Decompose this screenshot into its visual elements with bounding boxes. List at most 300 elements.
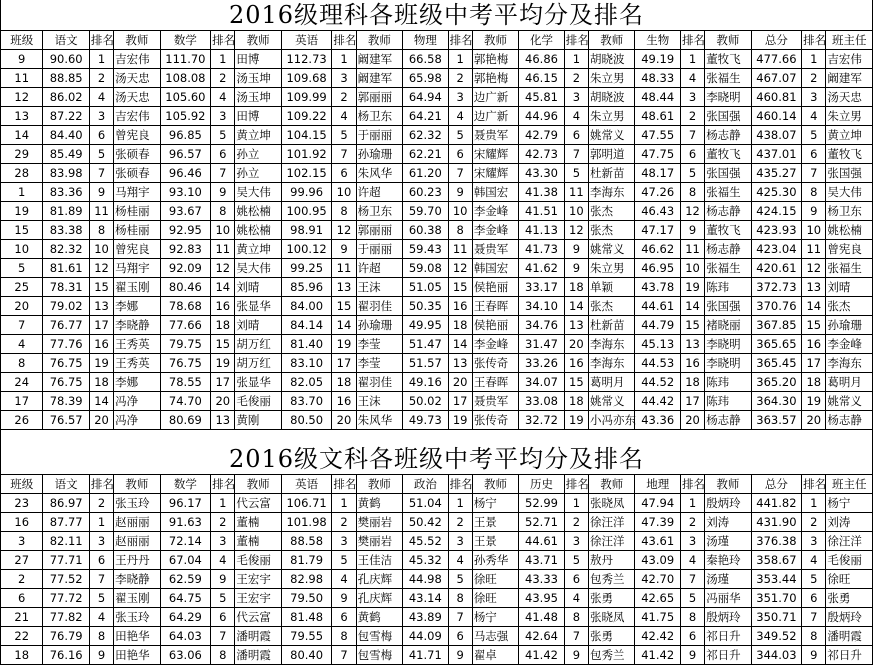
table-cell[interactable]: 42.79	[519, 126, 564, 145]
table-cell[interactable]: 杨志静	[705, 411, 751, 430]
table-cell[interactable]: 44.61	[519, 532, 564, 551]
table-cell[interactable]: 93.67	[160, 202, 211, 221]
table-cell[interactable]: 1	[802, 50, 826, 69]
table-cell[interactable]: 112.73	[281, 50, 332, 69]
table-cell[interactable]: 62.21	[403, 145, 448, 164]
table-cell[interactable]: 5	[211, 126, 235, 145]
table-cell[interactable]: 8	[680, 608, 704, 627]
table-cell[interactable]: 14	[564, 297, 588, 316]
table-cell[interactable]: 刘涛	[826, 513, 873, 532]
table-cell[interactable]: 朱立男	[589, 259, 635, 278]
table-cell[interactable]: 6	[332, 608, 356, 627]
table-cell[interactable]: 5	[89, 145, 113, 164]
table-cell[interactable]: 367.85	[751, 316, 802, 335]
column-header[interactable]: 数学	[160, 475, 211, 494]
table-cell[interactable]: 61.20	[403, 164, 448, 183]
table-cell[interactable]: 370.76	[751, 297, 802, 316]
table-cell[interactable]: 81.48	[281, 608, 332, 627]
table-cell[interactable]: 张杰	[589, 202, 635, 221]
table-cell[interactable]: 79.55	[281, 627, 332, 646]
table-cell[interactable]: 42.73	[519, 145, 564, 164]
table-cell[interactable]: 7	[564, 145, 588, 164]
table-cell[interactable]: 47.17	[635, 221, 680, 240]
table-cell[interactable]: 李娜	[114, 297, 160, 316]
table-cell[interactable]: 孙瑜珊	[356, 316, 402, 335]
table-cell[interactable]: 14	[680, 297, 704, 316]
table-cell[interactable]: 376.38	[751, 532, 802, 551]
table-cell[interactable]: 姚常义	[589, 240, 635, 259]
table-cell[interactable]: 代云富	[235, 494, 281, 513]
column-header[interactable]: 排名	[211, 31, 235, 50]
column-header[interactable]: 教师	[356, 31, 402, 50]
table-cell[interactable]: 72.14	[160, 532, 211, 551]
table-cell[interactable]: 李晓明	[705, 335, 751, 354]
table-cell[interactable]: 41.42	[635, 646, 680, 665]
table-cell[interactable]: 张勇	[589, 589, 635, 608]
column-header[interactable]: 教师	[235, 475, 281, 494]
table-cell[interactable]: 张福生	[826, 259, 873, 278]
table-cell[interactable]: 王佳洁	[356, 551, 402, 570]
column-header[interactable]: 排名	[332, 31, 356, 50]
table-cell[interactable]: 82.98	[281, 570, 332, 589]
table-cell[interactable]: 77.82	[43, 608, 89, 627]
column-header[interactable]: 班主任	[826, 475, 873, 494]
table-cell[interactable]: 76.75	[160, 354, 211, 373]
table-cell[interactable]: 77.72	[43, 589, 89, 608]
table-cell[interactable]: 9	[564, 259, 588, 278]
table-cell[interactable]: 437.01	[751, 145, 802, 164]
table-cell[interactable]: 43.33	[519, 570, 564, 589]
table-cell[interactable]: 6	[89, 551, 113, 570]
table-cell[interactable]: 7	[448, 164, 472, 183]
column-header[interactable]: 教师	[472, 31, 518, 50]
table-cell[interactable]: 28	[1, 164, 43, 183]
table-cell[interactable]: 田艳华	[114, 627, 160, 646]
table-cell[interactable]: 109.68	[281, 69, 332, 88]
table-cell[interactable]: 4	[89, 88, 113, 107]
table-cell[interactable]: 殷炳玲	[826, 608, 873, 627]
table-cell[interactable]: 106.71	[281, 494, 332, 513]
column-header[interactable]: 数学	[160, 31, 211, 50]
table-cell[interactable]: 17	[89, 316, 113, 335]
table-cell[interactable]: 5	[448, 570, 472, 589]
column-header[interactable]: 教师	[705, 475, 751, 494]
table-cell[interactable]: 边广新	[472, 107, 518, 126]
table-cell[interactable]: 6	[448, 627, 472, 646]
table-cell[interactable]: 20	[89, 411, 113, 430]
table-cell[interactable]: 47.26	[635, 183, 680, 202]
table-cell[interactable]: 李金峰	[472, 221, 518, 240]
table-cell[interactable]: 12	[680, 202, 704, 221]
table-cell[interactable]: 张显华	[235, 373, 281, 392]
table-cell[interactable]: 96.46	[160, 164, 211, 183]
table-cell[interactable]: 孙秀华	[472, 551, 518, 570]
table-cell[interactable]: 26	[1, 411, 43, 430]
table-cell[interactable]: 1	[802, 494, 826, 513]
table-cell[interactable]: 马翔宇	[114, 259, 160, 278]
table-cell[interactable]: 42.65	[635, 589, 680, 608]
table-cell[interactable]: 21	[1, 608, 43, 627]
table-cell[interactable]: 41.51	[519, 202, 564, 221]
table-cell[interactable]: 80.46	[160, 278, 211, 297]
table-cell[interactable]: 王宏宇	[235, 570, 281, 589]
table-cell[interactable]: 76.16	[43, 646, 89, 665]
table-cell[interactable]: 12	[802, 259, 826, 278]
table-cell[interactable]: 5	[564, 551, 588, 570]
table-cell[interactable]: 4	[564, 589, 588, 608]
table-cell[interactable]: 43.61	[635, 532, 680, 551]
table-cell[interactable]: 2	[448, 513, 472, 532]
table-cell[interactable]: 聂贵军	[472, 126, 518, 145]
table-cell[interactable]: 102.15	[281, 164, 332, 183]
table-cell[interactable]: 李莹	[356, 335, 402, 354]
table-cell[interactable]: 45.32	[403, 551, 448, 570]
column-header[interactable]: 排名	[564, 475, 588, 494]
table-cell[interactable]: 杨志静	[826, 411, 873, 430]
table-cell[interactable]: 李海东	[589, 183, 635, 202]
table-cell[interactable]: 11	[211, 240, 235, 259]
table-cell[interactable]: 105.92	[160, 107, 211, 126]
table-cell[interactable]: 83.36	[43, 183, 89, 202]
table-cell[interactable]: 7	[802, 608, 826, 627]
table-cell[interactable]: 6	[802, 145, 826, 164]
table-cell[interactable]: 祁日升	[705, 627, 751, 646]
table-cell[interactable]: 曾宪良	[114, 240, 160, 259]
table-cell[interactable]: 100.95	[281, 202, 332, 221]
table-cell[interactable]: 张国强	[705, 297, 751, 316]
table-cell[interactable]: 50.02	[403, 392, 448, 411]
table-cell[interactable]: 2	[89, 69, 113, 88]
table-cell[interactable]: 59.70	[403, 202, 448, 221]
table-cell[interactable]: 张硕春	[114, 145, 160, 164]
table-cell[interactable]: 74.70	[160, 392, 211, 411]
table-cell[interactable]: 翟羽佳	[356, 297, 402, 316]
table-cell[interactable]: 67.04	[160, 551, 211, 570]
table-cell[interactable]: 9	[211, 183, 235, 202]
table-cell[interactable]: 51.57	[403, 354, 448, 373]
table-cell[interactable]: 5	[332, 551, 356, 570]
column-header[interactable]: 教师	[235, 31, 281, 50]
column-header[interactable]: 总分	[751, 475, 802, 494]
table-cell[interactable]: 杨卫东	[356, 107, 402, 126]
table-cell[interactable]: 包雪梅	[356, 646, 402, 665]
table-cell[interactable]: 朱风华	[356, 411, 402, 430]
table-cell[interactable]: 353.44	[751, 570, 802, 589]
table-cell[interactable]: 44.79	[635, 316, 680, 335]
table-cell[interactable]: 5	[89, 589, 113, 608]
table-cell[interactable]: 张福生	[705, 183, 751, 202]
table-cell[interactable]: 33.26	[519, 354, 564, 373]
column-header[interactable]: 排名	[564, 31, 588, 50]
table-cell[interactable]: 徐汪洋	[826, 532, 873, 551]
table-cell[interactable]: 杨宁	[472, 608, 518, 627]
table-cell[interactable]: 19	[1, 202, 43, 221]
table-cell[interactable]: 350.71	[751, 608, 802, 627]
table-cell[interactable]: 王秀英	[114, 335, 160, 354]
table-cell[interactable]: 87.22	[43, 107, 89, 126]
table-cell[interactable]: 吉宏伟	[114, 50, 160, 69]
table-cell[interactable]: 467.07	[751, 69, 802, 88]
table-cell[interactable]: 32.72	[519, 411, 564, 430]
table-cell[interactable]: 李金峰	[472, 202, 518, 221]
table-cell[interactable]: 17	[680, 392, 704, 411]
table-cell[interactable]: 3	[680, 532, 704, 551]
table-cell[interactable]: 33.08	[519, 392, 564, 411]
table-cell[interactable]: 李海东	[826, 354, 873, 373]
table-cell[interactable]: 1	[89, 513, 113, 532]
table-cell[interactable]: 11	[564, 183, 588, 202]
table-cell[interactable]: 7	[89, 570, 113, 589]
table-cell[interactable]: 372.73	[751, 278, 802, 297]
table-cell[interactable]: 阚建军	[356, 69, 402, 88]
table-cell[interactable]: 孙瑜珊	[826, 316, 873, 335]
table-cell[interactable]: 14	[89, 392, 113, 411]
table-cell[interactable]: 6	[802, 589, 826, 608]
column-header[interactable]: 语文	[43, 31, 89, 50]
table-cell[interactable]: 12	[1, 88, 43, 107]
table-cell[interactable]: 59.08	[403, 259, 448, 278]
table-cell[interactable]: 18	[564, 392, 588, 411]
table-cell[interactable]: 侯艳丽	[472, 278, 518, 297]
table-cell[interactable]: 34.07	[519, 373, 564, 392]
table-cell[interactable]: 赵丽丽	[114, 513, 160, 532]
table-cell[interactable]: 韩国宏	[472, 183, 518, 202]
table-cell[interactable]: 汤玉坤	[235, 88, 281, 107]
table-cell[interactable]: 18	[211, 316, 235, 335]
table-cell[interactable]: 13	[1, 107, 43, 126]
table-cell[interactable]: 47.94	[635, 494, 680, 513]
table-cell[interactable]: 吴大伟	[826, 183, 873, 202]
column-header[interactable]: 排名	[802, 475, 826, 494]
table-cell[interactable]: 18	[680, 373, 704, 392]
table-cell[interactable]: 85.96	[281, 278, 332, 297]
table-cell[interactable]: 7	[211, 627, 235, 646]
column-header[interactable]: 化学	[519, 31, 564, 50]
table-cell[interactable]: 董楠	[235, 532, 281, 551]
table-cell[interactable]: 18	[448, 316, 472, 335]
table-cell[interactable]: 1	[448, 494, 472, 513]
table-cell[interactable]: 10	[448, 202, 472, 221]
table-cell[interactable]: 4	[802, 107, 826, 126]
table-cell[interactable]: 毛俊丽	[235, 551, 281, 570]
table-cell[interactable]: 5	[802, 126, 826, 145]
table-cell[interactable]: 李金峰	[472, 335, 518, 354]
table-cell[interactable]: 6	[680, 145, 704, 164]
table-cell[interactable]: 祁日升	[705, 646, 751, 665]
table-cell[interactable]: 63.06	[160, 646, 211, 665]
table-cell[interactable]: 477.66	[751, 50, 802, 69]
table-cell[interactable]: 3	[1, 532, 43, 551]
table-cell[interactable]: 48.17	[635, 164, 680, 183]
column-header[interactable]: 班级	[1, 475, 43, 494]
table-cell[interactable]: 王沫	[356, 278, 402, 297]
table-cell[interactable]: 65.98	[403, 69, 448, 88]
table-cell[interactable]: 15	[564, 373, 588, 392]
table-cell[interactable]: 郭丽丽	[356, 221, 402, 240]
table-cell[interactable]: 单颖	[589, 278, 635, 297]
table-cell[interactable]: 毛俊丽	[235, 392, 281, 411]
table-cell[interactable]: 8	[211, 202, 235, 221]
table-cell[interactable]: 11	[802, 240, 826, 259]
table-cell[interactable]: 秦艳玲	[705, 551, 751, 570]
table-cell[interactable]: 20	[1, 297, 43, 316]
table-cell[interactable]: 5	[802, 570, 826, 589]
table-cell[interactable]: 殷炳玲	[705, 494, 751, 513]
table-cell[interactable]: 胡晓波	[589, 50, 635, 69]
table-cell[interactable]: 9	[89, 183, 113, 202]
table-cell[interactable]: 49.73	[403, 411, 448, 430]
table-cell[interactable]: 76.75	[43, 373, 89, 392]
table-cell[interactable]: 9	[564, 646, 588, 665]
table-cell[interactable]: 435.27	[751, 164, 802, 183]
table-cell[interactable]: 47.39	[635, 513, 680, 532]
table-cell[interactable]: 64.75	[160, 589, 211, 608]
table-cell[interactable]: 20	[332, 411, 356, 430]
table-cell[interactable]: 8	[332, 627, 356, 646]
table-cell[interactable]: 3	[564, 88, 588, 107]
table-cell[interactable]: 51.04	[403, 494, 448, 513]
table-cell[interactable]: 7	[89, 164, 113, 183]
table-cell[interactable]: 杜新苗	[589, 316, 635, 335]
table-cell[interactable]: 3	[680, 88, 704, 107]
table-cell[interactable]: 91.63	[160, 513, 211, 532]
column-header[interactable]: 班级	[1, 31, 43, 50]
table-cell[interactable]: 聂贵军	[472, 392, 518, 411]
table-cell[interactable]: 李海东	[589, 335, 635, 354]
table-cell[interactable]: 4	[448, 107, 472, 126]
table-cell[interactable]: 9	[802, 202, 826, 221]
table-cell[interactable]: 9	[211, 570, 235, 589]
table-cell[interactable]: 365.45	[751, 354, 802, 373]
table-cell[interactable]: 李晓静	[114, 570, 160, 589]
table-cell[interactable]: 64.03	[160, 627, 211, 646]
table-cell[interactable]: 41.62	[519, 259, 564, 278]
table-cell[interactable]: 43.30	[519, 164, 564, 183]
table-cell[interactable]: 陈玮	[705, 278, 751, 297]
table-cell[interactable]: 76.79	[43, 627, 89, 646]
table-cell[interactable]: 46.62	[635, 240, 680, 259]
table-cell[interactable]: 杨志静	[705, 202, 751, 221]
table-cell[interactable]: 5	[448, 126, 472, 145]
table-cell[interactable]: 包雪梅	[356, 627, 402, 646]
table-cell[interactable]: 10	[1, 240, 43, 259]
table-cell[interactable]: 姚常义	[589, 392, 635, 411]
table-cell[interactable]: 16	[564, 354, 588, 373]
table-cell[interactable]: 7	[680, 570, 704, 589]
table-cell[interactable]: 李晓明	[705, 354, 751, 373]
table-cell[interactable]: 84.14	[281, 316, 332, 335]
table-cell[interactable]: 姚松楠	[235, 202, 281, 221]
table-cell[interactable]: 刘晴	[826, 278, 873, 297]
table-cell[interactable]: 张显华	[235, 297, 281, 316]
table-cell[interactable]: 85.49	[43, 145, 89, 164]
table-cell[interactable]: 杨志静	[705, 126, 751, 145]
table-cell[interactable]: 1	[448, 50, 472, 69]
table-cell[interactable]: 11	[332, 259, 356, 278]
table-cell[interactable]: 4	[680, 551, 704, 570]
table-cell[interactable]: 5	[1, 259, 43, 278]
table-cell[interactable]: 49.95	[403, 316, 448, 335]
table-cell[interactable]: 16	[211, 297, 235, 316]
table-cell[interactable]: 张福生	[705, 69, 751, 88]
table-cell[interactable]: 董楠	[235, 513, 281, 532]
table-cell[interactable]: 77.52	[43, 570, 89, 589]
table-cell[interactable]: 83.70	[281, 392, 332, 411]
table-cell[interactable]: 于丽丽	[356, 240, 402, 259]
table-cell[interactable]: 93.10	[160, 183, 211, 202]
column-header[interactable]: 英语	[281, 31, 332, 50]
table-cell[interactable]: 1	[564, 494, 588, 513]
table-cell[interactable]: 41.75	[635, 608, 680, 627]
table-cell[interactable]: 42.42	[635, 627, 680, 646]
table-cell[interactable]: 46.43	[635, 202, 680, 221]
table-cell[interactable]: 7	[332, 646, 356, 665]
table-cell[interactable]: 78.68	[160, 297, 211, 316]
table-cell[interactable]: 46.95	[635, 259, 680, 278]
table-cell[interactable]: 365.20	[751, 373, 802, 392]
column-header[interactable]: 排名	[211, 475, 235, 494]
table-cell[interactable]: 5	[564, 164, 588, 183]
table-cell[interactable]: 张勇	[826, 589, 873, 608]
table-cell[interactable]: 64.21	[403, 107, 448, 126]
table-cell[interactable]: 张杰	[589, 297, 635, 316]
table-cell[interactable]: 2	[680, 513, 704, 532]
column-header[interactable]: 历史	[519, 475, 564, 494]
column-header[interactable]: 排名	[89, 475, 113, 494]
table-cell[interactable]: 6	[564, 126, 588, 145]
table-cell[interactable]: 365.65	[751, 335, 802, 354]
table-cell[interactable]: 12	[448, 259, 472, 278]
table-cell[interactable]: 43.09	[635, 551, 680, 570]
table-cell[interactable]: 15	[680, 316, 704, 335]
table-cell[interactable]: 12	[89, 259, 113, 278]
table-cell[interactable]: 47.75	[635, 145, 680, 164]
table-cell[interactable]: 15	[89, 278, 113, 297]
table-cell[interactable]: 41.73	[519, 240, 564, 259]
table-cell[interactable]: 杨宁	[826, 494, 873, 513]
table-cell[interactable]: 4	[211, 88, 235, 107]
table-cell[interactable]: 6	[680, 627, 704, 646]
table-cell[interactable]: 14	[802, 297, 826, 316]
table-cell[interactable]: 10	[680, 259, 704, 278]
table-cell[interactable]: 翟卓	[472, 646, 518, 665]
table-cell[interactable]: 胡晓波	[589, 88, 635, 107]
table-cell[interactable]: 7	[332, 145, 356, 164]
table-cell[interactable]: 1	[211, 50, 235, 69]
table-cell[interactable]: 杜新苗	[589, 164, 635, 183]
table-cell[interactable]: 1	[211, 494, 235, 513]
table-cell[interactable]: 8	[448, 221, 472, 240]
table-cell[interactable]: 黄刚	[235, 411, 281, 430]
table-cell[interactable]: 张杰	[826, 297, 873, 316]
table-cell[interactable]: 阚建军	[826, 69, 873, 88]
table-cell[interactable]: 96.17	[160, 494, 211, 513]
table-cell[interactable]: 董牧飞	[705, 145, 751, 164]
column-header[interactable]: 班主任	[826, 31, 873, 50]
table-cell[interactable]: 殷炳玲	[705, 608, 751, 627]
table-cell[interactable]: 13	[211, 411, 235, 430]
table-cell[interactable]: 张玉玲	[114, 608, 160, 627]
table-cell[interactable]: 8	[89, 221, 113, 240]
table-cell[interactable]: 13	[448, 354, 472, 373]
table-cell[interactable]: 15	[448, 278, 472, 297]
table-cell[interactable]: 孙立	[235, 164, 281, 183]
table-cell[interactable]: 杨卫东	[356, 202, 402, 221]
table-cell[interactable]: 王春晖	[472, 297, 518, 316]
table-cell[interactable]: 杨卫东	[826, 202, 873, 221]
table-cell[interactable]: 79.75	[160, 335, 211, 354]
table-cell[interactable]: 3	[448, 532, 472, 551]
